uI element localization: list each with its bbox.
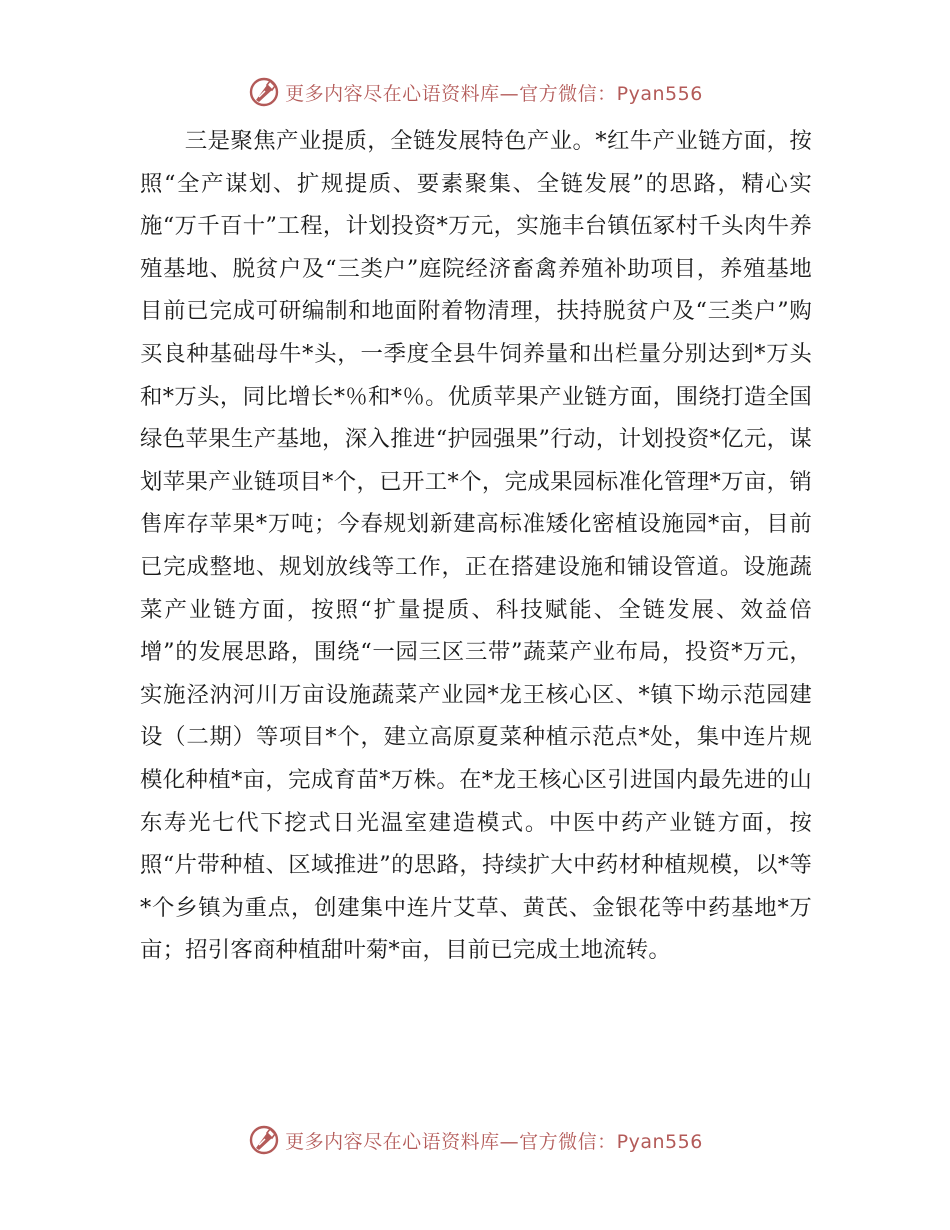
footer-watermark: [0, 1120, 950, 1160]
header-watermark: [0, 72, 950, 112]
body-paragraph: 三是聚焦产业提质，全链发展特色产业。*红牛产业链方面，按照“全产谋划、扩规提质、要素聚集、全链发展”的思路，精心实施“万千百十”工程，计划投资*万元，实施丰台镇伍冢村千头肉牛养殖基地、脱贫户及“三类户”庭院经济畜禽养殖补助项目，养殖基地目前已完成可研编制和地面附着物清理，扶持脱贫户及“三类户”购买良种基础母牛*头，一季度全县牛饲养量和出栏量分别达到*万头和*万头，同比增长*％和*％。优质苹果产业链方面，围绕打造全国绿色苹果生产基地，深入推进“护园强果”行动，计划投资*亿元，谋划苹果产业链项目*个，已开工*个，完成果园标准化管理*万亩，销售库存苹果*万吨；今春规划新建高标准矮化密植设施园*亩，目前已完成整地、规划放线等工作，正在搭建设施和铺设管道。设施蔬菜产业链方面，按照“扩量提质、科技赋能、全链发展、效益倍增”的发展思路，围绕“一园三区三带”蔬菜产业布局，投资*万元，实施泾汭河川万亩设施蔬菜产业园*龙王核心区、*镇下坳示范园建设（二期）等项目*个，建立高原夏菜种植示范点*处，集中连片规模化种植*亩，完成育苗*万株。在*龙王核心区引进国内最先进的山东寿光七代下挖式日光温室建造模式。中医中药产业链方面，按照“片带种植、区域推进”的思路，持续扩大中药材种植规模，以*等*个乡镇为重点，创建集中连片艾草、黄芪、金银花等中药基地*万亩；招引客商种植甜叶菊*亩，目前已完成土地流转。: [140, 128, 812, 964]
pen-nib-logo-icon: [247, 1123, 281, 1157]
pen-nib-logo-icon: [247, 75, 281, 109]
watermark-text: 更多内容尽在心语资料库—官方微信：Pyan556: [285, 1130, 703, 1153]
watermark-text: 更多内容尽在心语资料库—官方微信：Pyan556: [285, 82, 703, 105]
document-body: [140, 120, 812, 972]
